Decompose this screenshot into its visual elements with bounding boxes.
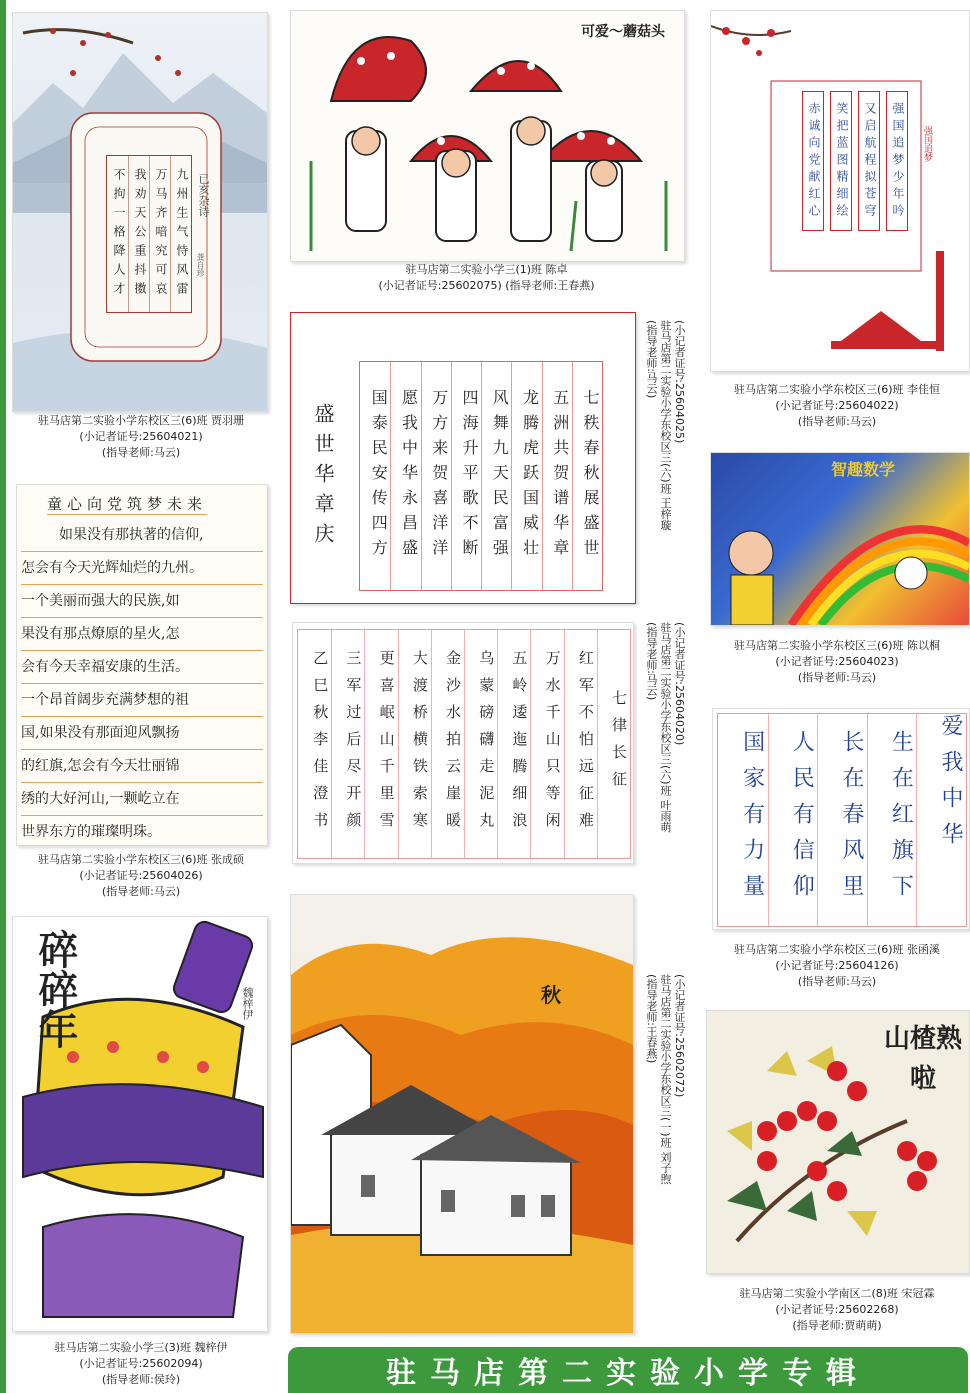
essay-line: 绣的大好河山,一颗屹立在	[21, 783, 263, 816]
poem-col: 四海升平歌不断	[451, 362, 481, 590]
poem-col: 更喜岷山千里雪	[364, 630, 397, 858]
essay-line: 如果没有那执著的信仰,	[21, 519, 263, 552]
poem-col: 不拘一格降人才	[112, 167, 126, 301]
poem-col: 七秩春秋展盛世	[572, 362, 602, 590]
poem-col: 长在春风里	[817, 714, 867, 926]
caption-line: (指导老师:侯玲)	[101, 1373, 181, 1386]
poem-col: 龙腾虎跃国威壮	[511, 362, 541, 590]
poem-grid	[106, 155, 192, 313]
caption-line: (指导老师:马云)	[797, 415, 877, 428]
essay-line: 一个美丽而强大的民族,如	[21, 585, 263, 618]
essay-line: 的红旗,怎会有今天壮丽锦	[21, 750, 263, 783]
caption-line: 驻马店第二实验小学东校区三(6)班 李佳恒	[733, 383, 941, 396]
autumn-village-illustration	[291, 895, 633, 1333]
poem-col: 风舞九天民富强	[481, 362, 511, 590]
long-march-grid	[297, 629, 631, 859]
essay-line: 世界东方的璀璨明珠。	[21, 816, 263, 846]
caption-line: (指导老师:马云)	[645, 320, 658, 399]
left-accent-bar	[0, 0, 6, 1393]
poem-col: 国家有力量	[739, 730, 765, 910]
artwork-autumn-painting	[290, 894, 634, 1334]
poem-col: 赤诚向党献红心	[802, 91, 824, 231]
caption-8	[704, 942, 970, 990]
poem-col: 万水千山只等闲	[530, 630, 563, 858]
poem-col: 愿我中华永昌盛	[390, 362, 420, 590]
poem-col: 五岭逶迤腾细浪	[497, 630, 530, 858]
art-title: 可爱～蘑菇头	[581, 24, 665, 40]
caption-line: (指导老师:贾萌萌)	[792, 1319, 882, 1332]
caption-7	[644, 622, 686, 872]
caption-line: 驻马店第二实验小学东校区三(6)班 贾羽珊	[37, 414, 245, 427]
art-title: 山楂熟啦	[883, 1024, 962, 1094]
caption-line: 驻马店第二实验小学东校区三(6)班 张成硕	[37, 853, 245, 866]
poem-col: 人民有信仰	[768, 714, 818, 926]
blue-calligraphy-grid	[717, 713, 967, 927]
art-title: 秋	[541, 983, 561, 1007]
poem-col: 万马齐喑究可哀	[149, 156, 170, 312]
artwork-blue-calligraphy	[712, 708, 970, 930]
caption-line: (小记者证号:25604126)	[775, 959, 899, 972]
poem-col: 乌蒙磅礴走泥丸	[464, 630, 497, 858]
caption-line: (指导老师:马云)	[645, 622, 658, 701]
poem-col: 大渡桥横铁索寒	[398, 630, 431, 858]
caption-line: 驻马店第二实验小学三(1)班 陈卓	[405, 263, 568, 276]
essay-line: 国,如果没有那面迎风飘扬	[21, 717, 263, 750]
caption-3	[704, 382, 970, 430]
caption-11	[704, 1286, 970, 1334]
essay-line: 一个昂首阔步充满梦想的祖	[21, 684, 263, 717]
caption-4	[644, 320, 686, 610]
caption-line: 驻马店第二实验小学南区二(8)班 宋冠霖	[739, 1287, 935, 1300]
poem-col: 金沙水拍云崖暖	[431, 630, 464, 858]
caption-line: 驻马店第二实验小学东校区三(六)班 叶雨萌	[659, 622, 672, 833]
caption-line: 驻马店第二实验小学东校区三(一)班 刘子煦	[659, 974, 672, 1185]
poem-col: 万方来贺喜洋洋	[421, 362, 451, 590]
essay-line: 果没有那点燎原的星火,怎	[21, 618, 263, 651]
artwork-calligraphy-grid	[290, 312, 636, 604]
poem-side-title: 强国追梦	[922, 126, 932, 162]
caption-2	[290, 262, 683, 294]
poem-col: 我劝天公重抖擞	[128, 156, 149, 312]
poem-col: 三军过后尽开颜	[331, 630, 364, 858]
caption-6	[12, 852, 270, 900]
poem-col: 九州生气恃风雷	[170, 156, 191, 312]
essay-title: 童心向党筑梦未来	[47, 495, 208, 513]
artwork-math-drawing	[710, 452, 970, 626]
caption-line: 驻马店第二实验小学东校区三(6)班 陈以桐	[733, 639, 941, 652]
artwork-mushroom-drawing	[290, 10, 685, 262]
poem-col: 又启航程拟苍穹	[858, 91, 880, 231]
caption-1	[12, 413, 270, 461]
poem-author: 龚自珍	[196, 253, 205, 277]
poem-col: 生在红旗下	[867, 714, 917, 926]
caption-line: (小记者证号:25604023)	[775, 655, 899, 668]
poem-col: 五洲共贺谱华章	[542, 362, 572, 590]
banner-title: 驻马店第二实验小学专辑	[386, 1356, 870, 1391]
artwork-pattern-drawing	[12, 916, 268, 1332]
caption-line: (小记者证号:25604026)	[79, 869, 203, 882]
artwork-vertical-poem	[710, 10, 970, 372]
caption-line: (小记者证号:25604020)	[673, 622, 686, 746]
artwork-hawthorn-painting	[706, 1010, 970, 1274]
caption-10	[644, 974, 686, 1274]
art-title: 智趣数学	[831, 460, 896, 479]
caption-line: (指导老师:马云)	[101, 446, 181, 459]
essay-line: 会有今天幸福安康的生活。	[21, 651, 263, 684]
poem-col: 国泰民安传四方	[369, 388, 389, 564]
caption-line: (小记者证号:25604025)	[673, 320, 686, 444]
caption-line: (小记者证号:25602075) (指导老师:王春燕)	[378, 279, 595, 292]
caption-line: 驻马店第二实验小学三(3)班 魏梓伊	[54, 1341, 228, 1354]
caption-line: 驻马店第二实验小学东校区三(六)班 王梓璇	[659, 320, 672, 531]
caption-line: (指导老师:马云)	[101, 885, 181, 898]
side-title: 盛世华章庆	[311, 403, 335, 553]
poem-col: 红军不怕远征难	[564, 630, 597, 858]
caption-line: (小记者证号:25604022)	[775, 399, 899, 412]
essay-line: 怎会有今天光辉灿烂的九州。	[21, 552, 263, 585]
artwork-poem-scroll	[12, 12, 268, 412]
caption-9	[12, 1340, 270, 1388]
caption-line: (指导老师:马云)	[797, 975, 877, 988]
artist-signature: 魏梓伊	[241, 987, 254, 1020]
special-edition-banner	[288, 1347, 968, 1393]
caption-line: (小记者证号:25604021)	[79, 430, 203, 443]
artwork-essay	[16, 484, 268, 846]
caption-line: (小记者证号:25602072)	[673, 974, 686, 1098]
art-title: 碎碎年	[32, 929, 78, 1049]
caption-line: (指导老师:马云)	[797, 671, 877, 684]
caption-line: 驻马店第二实验小学东校区三(6)班 张函溪	[733, 943, 941, 956]
poem-col: 乙巳秋李佳澄书	[311, 649, 330, 839]
poem-col: 七律长征	[597, 630, 630, 858]
poem-col: 强国追梦少年吟	[886, 91, 908, 231]
caption-line: (指导老师:王春燕)	[645, 974, 658, 1064]
poem-col: 笑把蓝图精细绘	[830, 91, 852, 231]
essay-body	[21, 519, 263, 846]
mushroom-illustration	[291, 11, 684, 261]
artwork-long-march-calligraphy	[292, 622, 634, 864]
poem-title: 已亥杂诗	[197, 173, 210, 217]
caption-5	[704, 638, 970, 686]
vertical-poem-grid	[799, 91, 911, 231]
caption-line: (小记者证号:25602268)	[775, 1303, 899, 1316]
calligraphy-grid	[359, 361, 603, 591]
poem-col: 爱我中华	[916, 714, 966, 926]
caption-line: (小记者证号:25602094)	[79, 1357, 203, 1370]
